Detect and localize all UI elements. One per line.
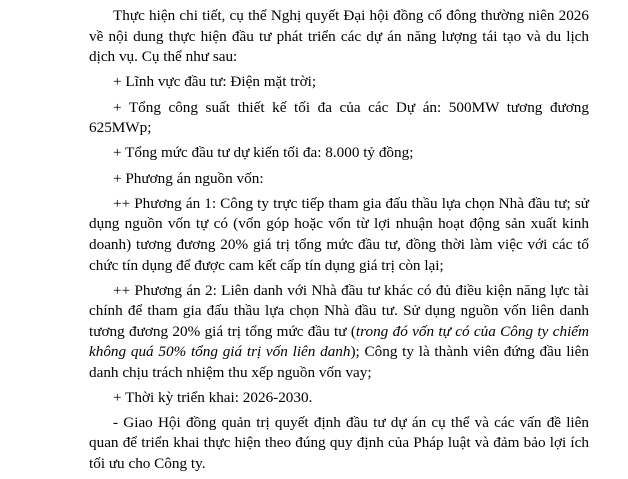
closing-paragraph: - Giao Hội đồng quản trị quyết định đầu tư dự án cụ thể và các vấn đề liên quan để triển khai thực hiện theo đúng quy định của Pháp luật và đảm bảo lợi ích tối ưu cho Công ty. [89, 413, 589, 473]
timeline-item: + Thời kỳ triển khai: 2026-2030. [113, 389, 313, 407]
list-item-total-investment: + Tổng mức đầu tư dự kiến tối đa: 8.000 tỷ đồng; [113, 144, 414, 162]
list-item-investment-field: + Lĩnh vực đầu tư: Điện mặt trời; [113, 73, 317, 91]
option-2-italic-note: trong đó vốn tự có của Công ty chiếm không quá 50% tổng giá trị vốn liên danh [89, 322, 589, 361]
document-body [89, 0, 589, 479]
option-2-text-after: ); Công ty là thành viên đứng đầu liên danh chịu trách nhiệm thu xếp nguồn vốn vay; [89, 343, 589, 382]
list-item-total-capacity: + Tổng công suất thiết kế tối đa của các Dự án: 500MW tương đương 625MWp; [89, 98, 589, 137]
option-1-paragraph: ++ Phương án 1: Công ty trực tiếp tham gia đấu thầu lựa chọn Nhà đầu tư; sử dụng nguồn vốn tự có (vốn góp hoặc vốn từ lợi nhuận hoạt động sản xuất kinh doanh) tương đương 20% giá trị tổng mức đầu tư, đồng thời làm việc với các tổ chức tín dụng để được cam kết cấp tín dụng giá trị còn lại; [89, 194, 589, 274]
list-item-funding-plan: + Phương án nguồn vốn: [113, 169, 264, 187]
option-2-paragraph [89, 281, 589, 384]
intro-paragraph: Thực hiện chi tiết, cụ thể Nghị quyết Đại hội đồng cổ đông thường niên 2026 về nội dung thực hiện đầu tư phát triển các dự án năng lượng tái tạo và du lịch dịch vụ. Cụ thể như sau: [89, 7, 589, 66]
option-2-text-before: ++ Phương án 2: Liên danh với Nhà đầu tư khác có đủ điều kiện năng lực tài chính để tham gia đấu thầu lựa chọn Nhà đầu tư. Sử dụng nguồn vốn liên danh tương đương 20% giá trị tổng mức đầu tư ( [89, 281, 589, 340]
